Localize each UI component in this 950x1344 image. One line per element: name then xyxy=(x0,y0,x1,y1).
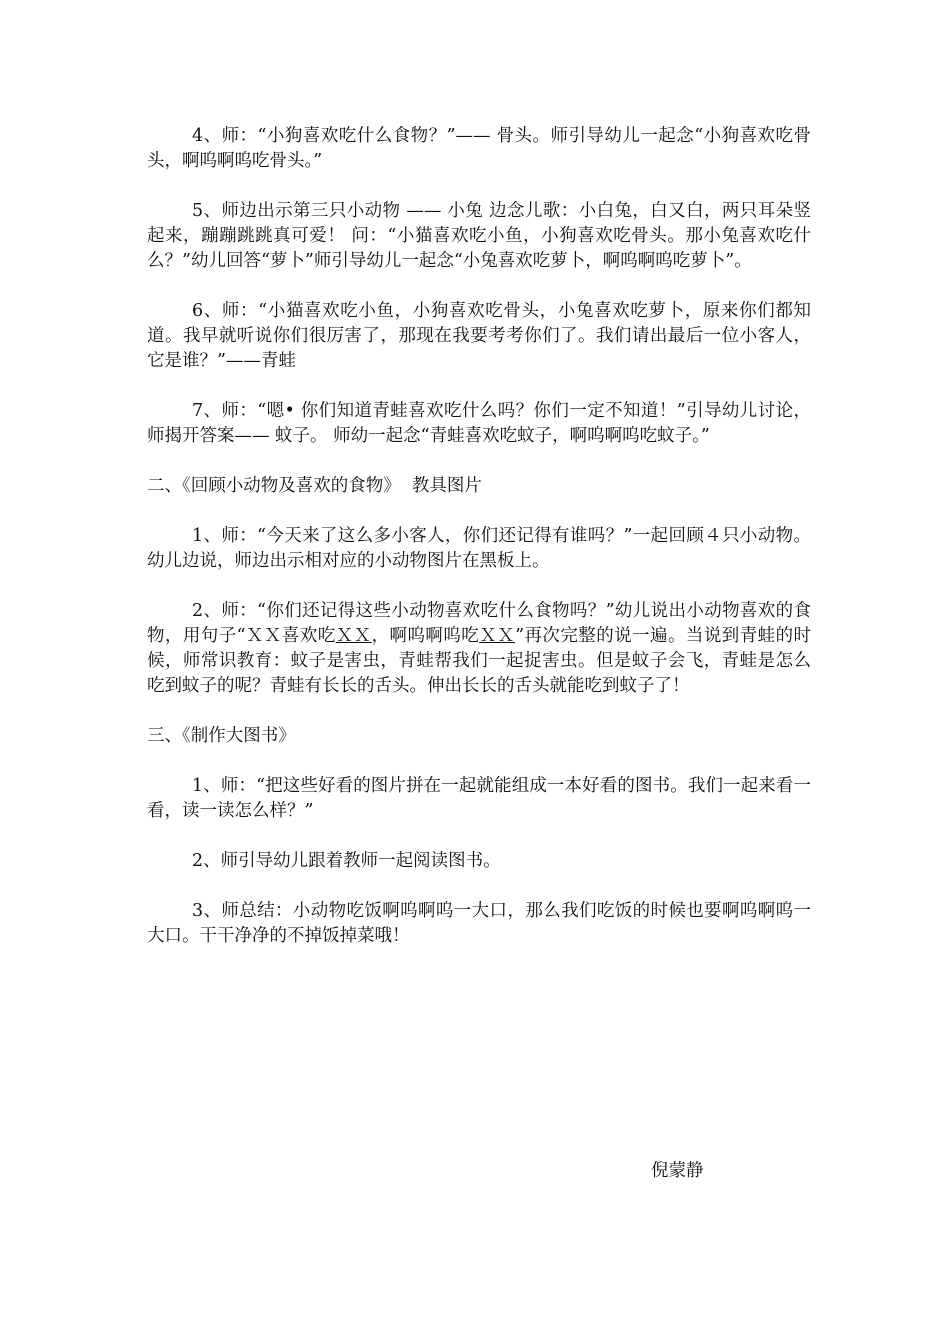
author-signature: 倪蒙静 xyxy=(651,1161,704,1181)
text-segment: ，啊呜啊呜吃 xyxy=(371,626,480,646)
document-body xyxy=(147,124,811,974)
paragraph-book-3: 3、师总结：小动物吃饭啊呜啊呜一大口，那么我们吃饭的时候也要啊呜啊呜一大口。干干净净的不掉饭掉菜哦！ xyxy=(147,901,811,946)
paragraph-6: 6、师：“小猫喜欢吃小鱼，小狗喜欢吃骨头，小兔喜欢吃萝卜，原来你们都知道。我早就听说你们很厉害了，那现在我要考考你们了。我们请出最后一位小客人，它是谁？”——青蛙 xyxy=(147,301,811,371)
paragraph-7: 7、师：“嗯• 你们知道青蛙喜欢吃什么吗？你们一定不知道！”引导幼儿讨论，师揭开答案—— 蚊子。 师幼一起念“青蛙喜欢吃蚊子，啊呜啊呜吃蚊子。” xyxy=(147,401,811,446)
section-heading-2: 二、《回顾小动物及喜欢的食物》 教具图片 xyxy=(147,476,482,496)
text-segment: ”再次完整的说一遍。当说到青蛙的时候，师常识教育：蚊子是害虫，青蛙帮我们一起捉害虫。但是蚊子会飞，青蛙是怎么吃到蚊子的呢？青蛙有长长的舌头。伸出长长的舌头就能吃到蚊子了！ xyxy=(147,626,811,696)
paragraph-4: 4、师：“小狗喜欢吃什么食物？”—— 骨头。师引导幼儿一起念“小狗喜欢吃骨头，啊呜啊呜吃骨头。” xyxy=(147,126,811,171)
paragraph-book-1: 1、师：“把这些好看的图片拼在一起就能组成一本好看的图书。我们一起来看一看，读一读怎么样？” xyxy=(147,776,811,821)
text-segment: 2、师：“你们还记得这些小动物喜欢吃什么食物吗？”幼儿说出小动物喜欢的食物，用句子“ＸＸ喜欢吃 xyxy=(147,601,811,646)
paragraph-review-2 xyxy=(147,599,811,699)
paragraph-book-2: 2、师引导幼儿跟着教师一起阅读图书。 xyxy=(192,851,501,871)
underlined-blank: ＸＸ xyxy=(479,626,516,646)
underlined-blank: ＸＸ xyxy=(335,626,372,646)
paragraph-review-1: 1、师：“今天来了这么多小客人，你们还记得有谁吗？”一起回顾４只小动物。幼儿边说，师边出示相对应的小动物图片在黑板上。 xyxy=(147,526,811,571)
paragraph-5: 5、师边出示第三只小动物 —— 小兔 边念儿歌：小白兔，白又白，两只耳朵竖起来，蹦蹦跳跳真可爱！ 问：“小猫喜欢吃小鱼，小狗喜欢吃骨头。那小兔喜欢吃什么？”幼儿回答“萝卜”师引导幼儿一起念“小兔喜欢吃萝卜，啊呜啊呜吃萝卜”。 xyxy=(147,201,811,271)
section-heading-3: 三、《制作大图书》 xyxy=(147,726,296,746)
